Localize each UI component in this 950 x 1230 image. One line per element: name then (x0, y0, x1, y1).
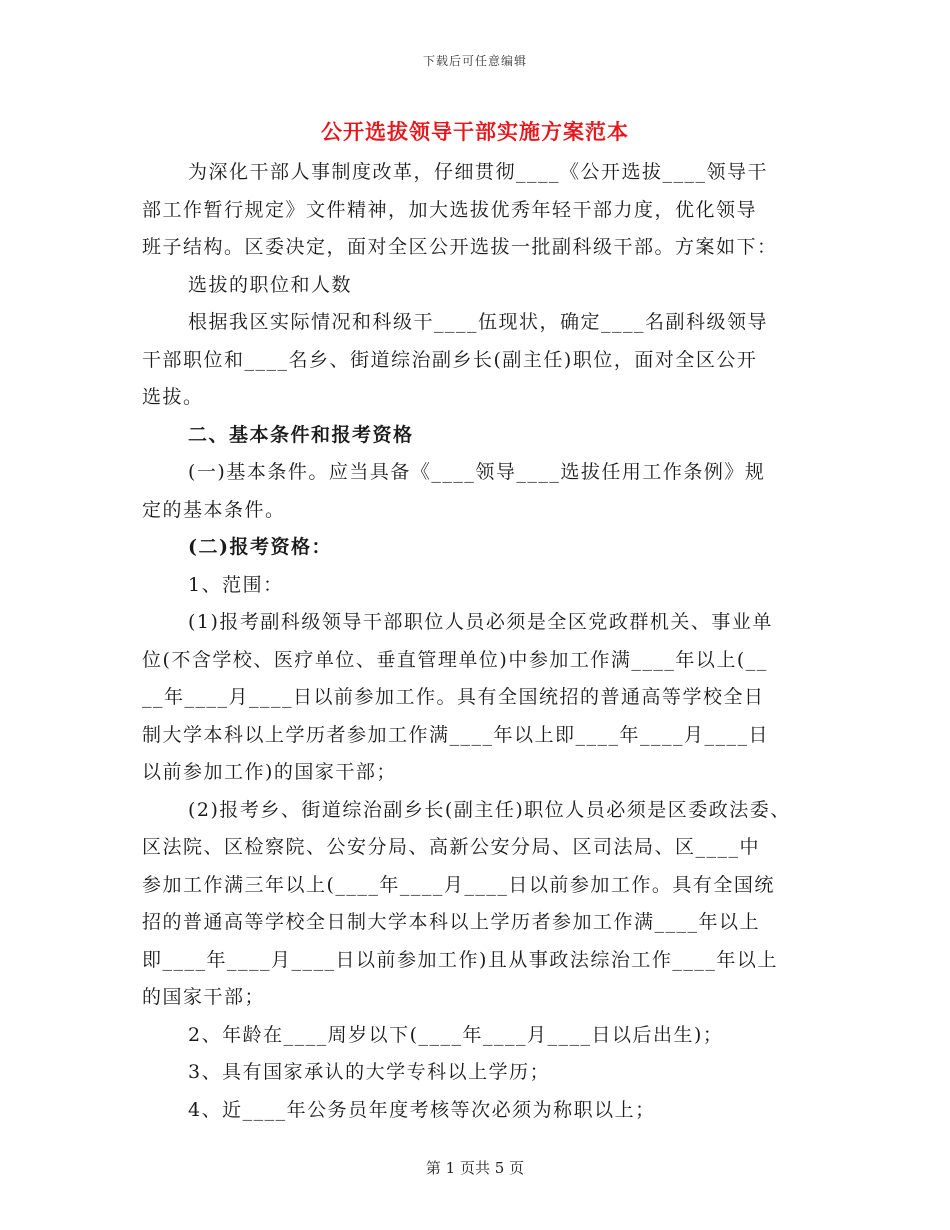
paragraph-line: 根据我区实际情况和科级干____伍现状，确定____名副科级领导 (188, 311, 769, 333)
page-footer: 第 1 页共 5 页 (425, 1159, 525, 1177)
paragraph-line: 部工作暂行规定》文件精神，加大选拔优秀年轻干部力度，优化领导 (142, 199, 758, 221)
paragraph-line: 班子结构。区委决定，面对全区公开选拔一批副科级干部。方案如下： (142, 236, 778, 258)
paragraph-line: 以前参加工作)的国家干部； (142, 761, 397, 783)
list-item: 3、具有国家承认的大学专科以上学历； (188, 1061, 551, 1083)
page-header: 下载后可任意编辑 (422, 54, 527, 68)
paragraph-line: 位(不含学校、医疗单位、垂直管理单位)中参加工作满____年以上(__ (142, 649, 768, 671)
paragraph-line: 为深化干部人事制度改革，仔细贯彻____《公开选拔____领导干 (188, 161, 769, 183)
paragraph-line: 制大学本科以上学历者参加工作满____年以上即____年____月____日 (142, 724, 770, 746)
list-item: 1、范围： (188, 574, 284, 596)
section-heading: (二)报考资格： (188, 536, 332, 558)
section-heading: 二、基本条件和报考资格 (188, 424, 414, 446)
paragraph-line: (1)报考副科级领导干部职位人员必须是全区党政群机关、事业单 (188, 611, 773, 633)
paragraph-line: 的国家干部； (142, 986, 266, 1008)
paragraph-line: 即____年____月____日以前参加工作)且从事政法综治工作____年以上 (142, 949, 778, 971)
paragraph-line: __年____月____日以前参加工作。具有全国统招的普通高等学校全日 (142, 686, 765, 708)
paragraph-line: 招的普通高等学校全日制大学本科以上学历者参加工作满____年以上 (142, 911, 761, 933)
paragraph-line: 参加工作满三年以上(____年____月____日以前参加工作。具有全国统 (142, 874, 775, 896)
document-title: 公开选拔领导干部实施方案范本 (321, 119, 629, 144)
paragraph-line: 干部职位和____名乡、街道综治副乡长(副主任)职位，面对全区公开 (142, 349, 758, 371)
list-item: 2、年龄在____周岁以下(____年____月____日以后出生)； (188, 1024, 724, 1046)
paragraph-line: (2)报考乡、街道综治副乡长(副主任)职位人员必须是区委政法委、 (188, 799, 791, 821)
paragraph-line: 定的基本条件。 (142, 499, 286, 521)
paragraph-line: (一)基本条件。应当具备《____领导____选拔任用工作条例》规 (188, 461, 766, 483)
list-item: 4、近____年公务员年度考核等次必须为称职以上； (188, 1099, 656, 1121)
paragraph-line: 区法院、区检察院、公安分局、高新公安分局、区司法局、区____中 (142, 836, 761, 858)
paragraph-line: 选拔。 (142, 386, 204, 408)
section-heading: 选拔的职位和人数 (188, 274, 353, 296)
